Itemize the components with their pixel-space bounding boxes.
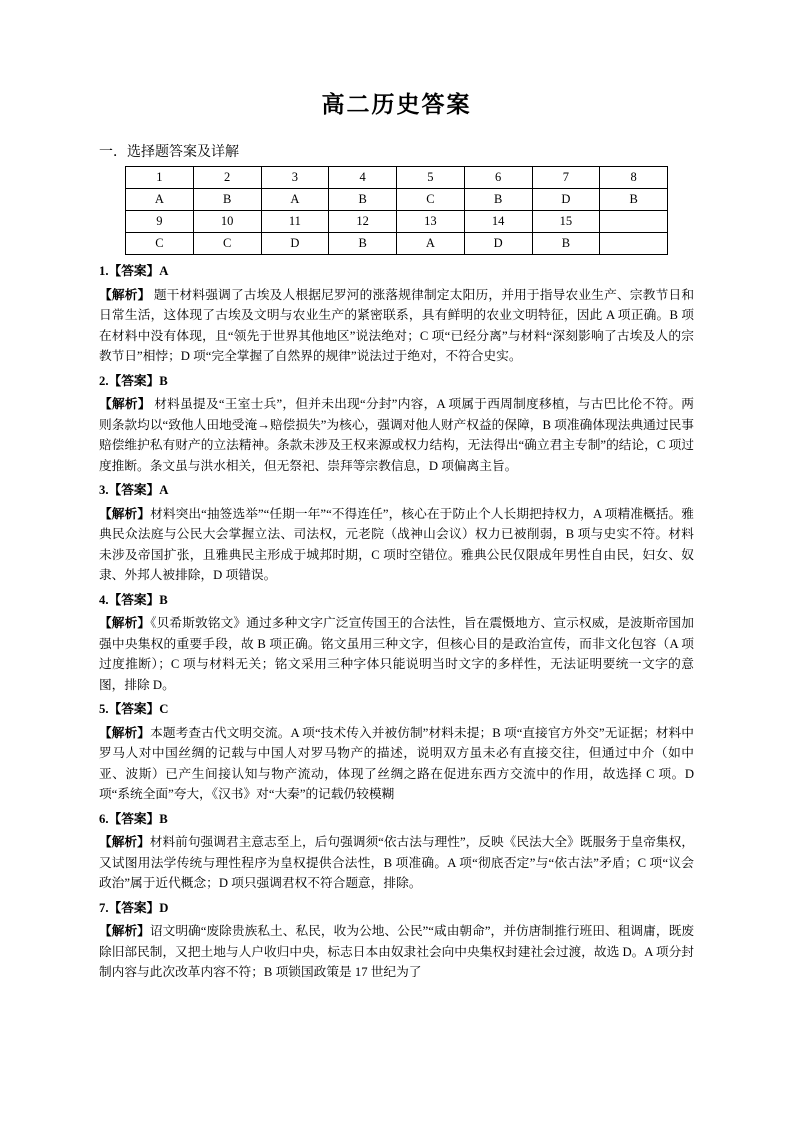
item-number: 2. [99, 373, 109, 388]
item-number: 1. [99, 264, 109, 278]
answer-table-cell: D [464, 233, 532, 255]
answer-table-cell: 9 [126, 211, 194, 233]
answer-table-cell: 2 [193, 167, 261, 189]
answer-table-cell: C [397, 189, 465, 211]
answer-item [99, 590, 694, 696]
answer-table-cell: 8 [600, 167, 668, 189]
answer-table-row [126, 167, 668, 189]
item-analysis-label: 【解析】 [99, 924, 150, 938]
item-answer-line [99, 809, 694, 830]
answer-table-cell: 1 [126, 167, 194, 189]
answer-table-cell: C [126, 233, 194, 255]
item-analysis-text: 题干材料强调了古埃及人根据尼罗河的涨落规律制定太阳历，并用于指导农业生产、宗教节日和日常生活，这体现了古埃及文明与农业生产的紧密联系，具有鲜明的农业文明特征，因此 A 项正确。B 项在材料中没有体现，且“领先于世界其他地区”说法绝对；C 项“已经分离”与材料“深刻影响了古埃及人的宗教节日”相悖；D 项“完全掌握了自然界的规律”说法过于绝对，不符合史实。 [99, 287, 695, 363]
answer-table-cell: B [329, 233, 397, 255]
item-analysis-label: 【解析】 [99, 616, 151, 630]
answer-table-cell: 10 [193, 211, 261, 233]
item-analysis [99, 613, 694, 695]
item-answer-line [99, 261, 694, 282]
answer-table-row [126, 189, 668, 211]
item-answer-label: 【答案】 [108, 483, 160, 497]
answer-table-cell: 3 [261, 167, 329, 189]
answer-table-cell: 12 [329, 211, 397, 233]
item-answer-value: B [159, 373, 168, 388]
answer-table-cell: A [261, 189, 329, 211]
answer-table-cell: 5 [397, 167, 465, 189]
item-analysis-label: 【解析】 [99, 397, 151, 411]
answer-table-cell: B [329, 189, 397, 211]
item-analysis-text: 《贝希斯敦铭文》通过多种文字广泛宣传国王的合法性，旨在震慑地方、宣示权威，是波斯帝国加强中央集权的重要手段，故 B 项正确。铭文虽用三种文字，但核心目的是政治宣传，而非文化包容（A 项过度推断）；C 项与材料无关；铭文采用三种字体只能说明当时文字的多样性，无法证明要统一文字的意图，排除 D。 [99, 616, 694, 692]
item-answer-value: D [159, 900, 169, 915]
item-analysis [99, 832, 694, 894]
item-analysis-text: 诏文明确“废除贵族私土、私民，收为公地、公民”“咸由朝命”，并仿唐制推行班田、租调庸，既废除旧部民制，又把土地与人户收归中央，标志日本由奴隶社会向中央集权封建社会过渡，故选 D。A 项分封制内容与此次改革内容不符；B 项锁国政策是 17 世纪为了 [99, 924, 695, 979]
answer-item [99, 261, 694, 367]
item-analysis-label: 【解析】 [99, 506, 151, 521]
item-number: 6. [99, 811, 109, 826]
item-answer-line [99, 480, 694, 501]
answer-table-cell: B [532, 233, 600, 255]
item-analysis-text: 材料前句强调君主意志至上，后句强调须“依古法与理性”，反映《民法大全》既服务于皇帝集权，又试图用法学传统与理性程序为皇权提供合法性，B 项准确。A 项“彻底否定”与“依古法”矛盾；C 项“议会政治”属于近代概念；D 项只强调君权不符合题意，排除。 [99, 835, 695, 890]
answer-table-cell: D [261, 233, 329, 255]
item-answer-line [99, 898, 694, 919]
item-answer-line [99, 590, 694, 611]
answer-table-row [126, 211, 668, 233]
answer-table-cell: 11 [261, 211, 329, 233]
item-number: 7. [99, 900, 109, 915]
item-analysis [99, 723, 694, 805]
answer-item [99, 809, 694, 894]
item-analysis-text: 材料虽提及“王室士兵”，但并未出现“分封”内容，A 项属于西周制度移植，与古巴比伦不符。两则条款均以“致他人田地受淹→赔偿损失”为核心，强调对他人财产权益的保障，B 项准确体现法典通过民事赔偿维护私有财产的立法精神。条款未涉及王权来源或权力结构，无法得出“确立君主专制”的结论，C 项过度推断。条文虽与洪水相关，但无祭祀、崇拜等宗教信息，D 项偏离主旨。 [99, 397, 694, 473]
item-analysis [99, 504, 694, 586]
answer-table-cell: B [464, 189, 532, 211]
answer-table-cell: B [193, 189, 261, 211]
item-analysis-label: 【解析】 [99, 725, 151, 740]
item-answer-value: A [159, 264, 169, 278]
item-analysis-label: 【解析】 [99, 835, 150, 849]
answer-item [99, 371, 694, 477]
item-number: 4. [99, 592, 109, 607]
answer-table-body [126, 167, 668, 255]
item-answer-label: 【答案】 [108, 702, 160, 716]
answer-table-cell: 7 [532, 167, 600, 189]
answer-table-cell [600, 211, 668, 233]
item-answer-value: B [159, 811, 168, 826]
item-analysis-label: 【解析】 [99, 287, 151, 302]
answer-table-row [126, 233, 668, 255]
page-title: 高二历史答案 [321, 92, 472, 117]
item-answer-line [99, 699, 694, 720]
item-answer-value: A [159, 483, 169, 497]
answer-item [99, 480, 694, 586]
item-number: 3. [99, 483, 109, 497]
item-analysis [99, 285, 694, 367]
item-analysis [99, 394, 694, 476]
answer-table-cell: 13 [397, 211, 465, 233]
answer-table-cell: A [126, 189, 194, 211]
answer-table-cell: A [397, 233, 465, 255]
answer-table-cell: 4 [329, 167, 397, 189]
item-number: 5. [99, 702, 109, 716]
item-answer-label: 【答案】 [108, 373, 160, 388]
answer-items [99, 261, 694, 983]
item-answer-label: 【答案】 [108, 264, 160, 278]
answer-table-cell: B [600, 189, 668, 211]
answer-table [125, 166, 668, 255]
item-answer-line [99, 371, 694, 392]
item-answer-label: 【答案】 [108, 592, 160, 607]
answer-item [99, 898, 694, 983]
answer-table-cell: C [193, 233, 261, 255]
item-analysis-text: 本题考查古代文明交流。A 项“技术传入并被仿制”材料未提；B 项“直接官方外交”无证据；材料中罗马人对中国丝绸的记载与中国人对罗马物产的描述，说明双方虽未必有直接交往，但通过中介（如中亚、波斯）已产生间接认知与物产流动，体现了丝绸之路在促进东西方交流中的作用，故选择 C 项。D 项“系统全面”夸大，《汉书》对“大秦”的记载仍较模糊 [99, 725, 694, 801]
answer-table-cell: 14 [464, 211, 532, 233]
item-answer-value: C [159, 702, 169, 716]
section-heading: 一．选择题答案及详解 [99, 145, 239, 160]
answer-item [99, 699, 694, 805]
item-answer-label: 【答案】 [108, 811, 160, 826]
answer-table-cell [600, 233, 668, 255]
item-analysis [99, 921, 694, 983]
item-analysis-text: 材料突出“抽签选举”“任期一年”“不得连任”，核心在于防止个人长期把持权力，A 项精准概括。雅典民众法庭与公民大会掌握立法、司法权，元老院（战神山会议）权力已被削弱，B 项与史实不符。材料未涉及帝国扩张，且雅典民主形成于城邦时期，C 项时空错位。雅典公民仅限成年男性自由民，妇女、奴隶、外邦人被排除，D 项错误。 [99, 506, 694, 582]
item-answer-value: B [159, 592, 168, 607]
item-answer-label: 【答案】 [108, 900, 160, 915]
answer-table-cell: 15 [532, 211, 600, 233]
answer-table-cell: 6 [464, 167, 532, 189]
answer-table-cell: D [532, 189, 600, 211]
